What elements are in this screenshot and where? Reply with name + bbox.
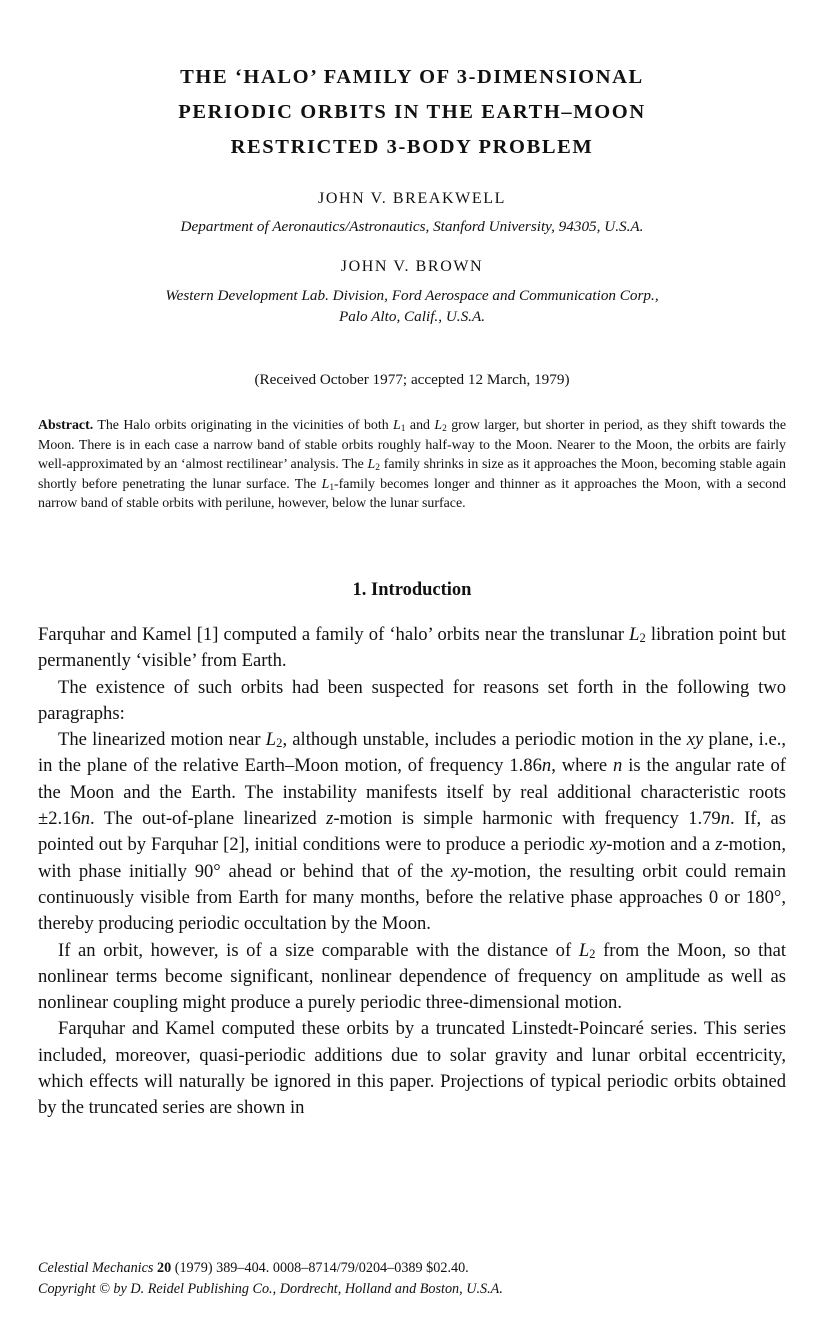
math-symbol: z <box>326 808 334 830</box>
citation-details: (1979) 389–404. 0008–8714/79/0204–0389 $02.40. <box>174 1260 469 1276</box>
copyright-line: Copyright © by D. Reidel Publishing Co., Dordrecht, Holland and Boston, U.S.A. <box>38 1281 503 1297</box>
journal-name: Celestial Mechanics <box>38 1260 154 1276</box>
math-subscript: 2 <box>589 946 596 961</box>
page-footer <box>38 1258 786 1300</box>
affiliation-2-line-1: Western Development Lab. Division, Ford Aerospace and Communication Corp., <box>165 287 659 304</box>
title-line-2: PERIODIC ORBITS IN THE EARTH–MOON <box>178 101 646 123</box>
affiliation-2-line-2: Palo Alto, Calif., U.S.A. <box>338 308 486 325</box>
body-text-span: plane, i.e., in the plane of the relative Earth–Moon motion, of frequency 1.86 <box>38 729 787 777</box>
title-line-1: THE ‘HALO’ FAMILY OF 3-DIMENSIONAL <box>180 66 644 88</box>
footer-citation-line <box>38 1258 786 1279</box>
math-symbol: L <box>393 418 401 433</box>
math-symbol: n <box>720 808 731 830</box>
paragraph-4 <box>38 938 786 1017</box>
math-symbol: z <box>715 834 723 856</box>
body-text-span: -motion is simple harmonic with frequency 1.79 <box>333 808 721 830</box>
paragraph-5: Farquhar and Kamel computed these orbits by a truncated Linstedt-Poincaré series. This series included, moreover, quasi-periodic additions due to solar gravity and lunar orbital eccentricity, which effects will naturally be ignored in this paper. Projections of typical periodic orbits obtained by the truncated series are shown in <box>38 1018 786 1119</box>
paper-title <box>38 60 786 165</box>
body-text-span: . If, as pointed out by Farquhar [2], initial conditions were to produce a periodic <box>38 808 787 856</box>
body-text-span: is the angular rate of the Moon and the Earth. The instability manifests itself by real additional characteristic roots ±2.16 <box>38 755 786 830</box>
author-name-2: JOHN V. BROWN <box>340 258 484 275</box>
abstract-text: grow larger, but shorter in period, as they shift towards the Moon. There is in each case a narrow band of stable orbits roughly half-way to the Moon. Nearer to the Moon, the orbits are fairly well-approximated by an ‘almost rectilinear’ analysis. The <box>38 418 786 473</box>
author-affiliation-1: Department of Aeronautics/Astronautics, Stanford University, 94305, U.S.A. <box>180 218 644 235</box>
abstract-text: and <box>409 418 430 433</box>
body-text-span: from the Moon, so that nonlinear terms become significant, nonlinear dependence of frequency on amplitude as well as nonlinear coupling might produce a purely periodic three-dimensional motion. <box>38 939 786 1014</box>
math-symbol: xy <box>686 729 704 751</box>
math-subscript: 1 <box>400 424 406 434</box>
math-symbol: L <box>321 476 330 492</box>
abstract-text: -family becomes longer and thinner as it approaches the Moon, with a second narrow band of stable orbits with perilune, however, below the lunar surface. <box>38 476 786 512</box>
body-text-span: Farquhar and Kamel [1] computed a family of ‘halo’ orbits near the translunar <box>38 624 625 645</box>
body-text-span: The linearized motion near <box>58 729 261 751</box>
abstract <box>38 416 786 514</box>
received-dates: (Received October 1977; accepted 12 March, 1979) <box>254 371 570 388</box>
math-subscript: 2 <box>639 631 646 645</box>
math-symbol: L <box>434 418 443 433</box>
body-text-span: , where <box>551 755 608 777</box>
math-symbol: L <box>265 729 277 751</box>
math-subscript: 1 <box>329 482 335 493</box>
math-symbol: xy <box>589 834 607 856</box>
math-symbol: n <box>613 755 623 777</box>
body-text-span: If an orbit, however, is of a size comparable with the distance of <box>58 939 572 961</box>
section-heading: 1. Introduction <box>352 580 472 600</box>
math-symbol: n <box>541 755 552 777</box>
author-name-1: JOHN V. BREAKWELL <box>318 190 506 207</box>
title-line-3: RESTRICTED 3-BODY PROBLEM <box>230 136 594 158</box>
math-subscript: 2 <box>375 463 380 474</box>
paragraph-3 <box>38 727 786 937</box>
abstract-text: The Halo orbits originating in the vicinities of both <box>97 418 389 433</box>
math-symbol: n <box>80 808 91 830</box>
math-subscript: 2 <box>442 424 447 434</box>
abstract-text: family shrinks in size as it approaches the Moon, becoming stable again shortly before penetrating the lunar surface. The <box>38 457 786 492</box>
body-text-span: , although unstable, includes a periodic motion in the <box>282 729 682 751</box>
author-affiliation-2 <box>38 285 786 327</box>
body-text-span: -motion and a <box>606 834 711 856</box>
body-text-span: libration point but permanently ‘visible’ from Earth. <box>38 624 786 672</box>
body-text-span: . The out-of-plane linearized <box>90 808 317 830</box>
math-symbol: L <box>578 939 590 961</box>
journal-volume: 20 <box>157 1260 172 1276</box>
math-subscript: 2 <box>276 736 283 751</box>
paragraph-2: The existence of such orbits had been suspected for reasons set forth in the following two paragraphs: <box>38 676 786 724</box>
paragraph-1 <box>38 622 786 675</box>
abstract-label: Abstract. <box>38 418 94 433</box>
body-text-span: -motion, with phase initially 90° ahead or behind that of the <box>38 834 786 882</box>
math-symbol: xy <box>451 860 468 882</box>
math-symbol: L <box>367 457 376 473</box>
math-symbol: L <box>629 624 640 645</box>
body-text-span: -motion, the resulting orbit could remain continuously visible from Earth for many months, before the relative phase approaches 0 or 180°, thereby producing periodic occultation by the Moon. <box>38 860 786 935</box>
body-text <box>38 622 786 1122</box>
